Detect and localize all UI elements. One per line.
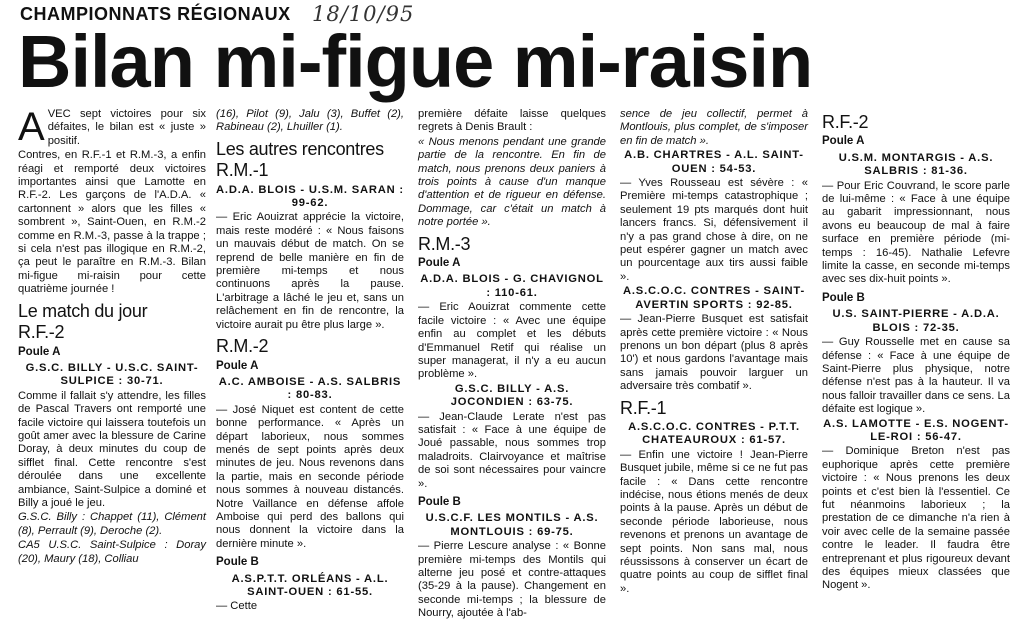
section-title: R.F.-2 (18, 322, 65, 343)
paragraph: — Guy Rousselle met en cause sa défense : « Face à une équipe de Saint-Pierre plus physique, notre défense n'est pas à la hauteur. Il va nous falloir travailler dans ce sens. La défaite est logique ». (822, 336, 1010, 416)
paragraph: Contres, en R.F.-1 et R.M.-3, a enfin réagi et remporté deux victoires importantes ainsi que Lamotte en R.F.-2. Les garçons de l'A.D.A. « cartonnent » alors que les filles « sombrent », Saint-Ouen, en R.M.-2 comme en R.M.-3, passe à la trappe ; si cela n'est pas illogique en R.M.-2, ça peut le paraître en R.M.-3. Bilan mi-figue mi-raisin pour cette quatrième journée ! (18, 149, 206, 296)
paragraph: — Pierre Lescure analyse : « Bonne première mi-temps des Montils qui alterne jeu posé et contre-attaques (35-29 à la pause). Changement en seconde mi-temps ; la blessure de Nourry, ajoutée à l'ab- (418, 540, 606, 620)
paragraph: — Pour Eric Couvrand, le score parle de lui-même : « Face à une équipe au gabarit impressionnant, nous avons eu beaucoup de mal à faire surface en première période (mi-temps : 16-45). Nathalie Lefevre limite la casse, en seconde mi-temps avec ses dix-huit points ». (822, 179, 1010, 286)
column-2 (216, 108, 404, 613)
match-heading: A.D.A. BLOIS - G. CHAVIGNOL : 110-61. (420, 273, 604, 299)
paragraph: — Yves Rousseau est sévère : « Première mi-temps catastrophique ; seulement 19 pts marqués dont huit lancers francs. Si, défensivement il n'y a pas grand chose à dire, on ne peut espérer gagner un match avec un pourcentage aux tirs aussi faible ». (620, 177, 808, 283)
match-heading: A.S.C.O.C. CONTRES - P.T.T. CHATEAUROUX : 61-57. (628, 420, 800, 447)
paragraph: première défaite laisse quelques regrets à Denis Brault : (418, 108, 606, 134)
paragraph: — Jean-Claude Lerate n'est pas satisfait : « Face à une équipe de Joué passable, nous sommes trop maladroits. Clairvoyance et maîtrise de soi sont nécessaires pour vaincre ». (418, 410, 606, 490)
match-heading: A.S. LAMOTTE - E.S. NOGENT-LE-ROI : 56-47. (823, 417, 1009, 443)
poule-label: Poule A (822, 135, 865, 148)
section-title: R.M.-3 (418, 233, 471, 254)
headline: Bilan mi-figue mi-raisin (18, 20, 813, 103)
section-title: R.M.-2 (216, 336, 269, 357)
paragraph: — José Niquet est content de cette bonne performance. « Après un départ laborieux, nous sommes menés de sept points après deux minutes de jeu. Nous revenons dans la partie, mais en seconde période nous sommes à nouveau distancés. Notre Vaillance en défense affole Amboise qui perd des ballons qui nous donnent la victoire dans la dernière minute ». (216, 403, 404, 550)
paragraph: — Eric Aouizrat commente cette facile victoire : « Avec une équipe enfin au complet et les débuts d'Emmanuel Retif qui réalise un super managerat, il n'y a eu aucun problème ». (418, 301, 606, 381)
match-heading: G.S.C. BILLY - U.S.C. SAINT-SULPICE : 30-71. (25, 361, 199, 388)
paragraph: G.S.C. Billy : Chappet (11), Clément (8), Perrault (9), Deroche (2). (18, 511, 206, 537)
match-heading: G.S.C. BILLY - A.S. JOCONDIEN : 63-75. (450, 382, 574, 409)
paragraph: (16), Pilot (9), Jalu (3), Buffet (2), Rabineau (2), Lhuiller (1). (216, 108, 404, 134)
paragraph: — Eric Aouizrat apprécie la victoire, mais reste modéré : « Nous faisons un mauvais début de match. On se reprend de belle manière en fin de première mi-temps et nous continuons après la pause. L'arbitrage a lâché le jeu et, sans un relâchement en fin de rencontre, la victoire aurait pu être plus large ». (216, 211, 404, 331)
match-heading: A.S.P.T.T. ORLÉANS - A.L. SAINT-OUEN : 61-55. (231, 572, 389, 598)
match-heading: A.S.C.O.C. CONTRES - SAINT-AVERTIN SPORTS : 92-85. (623, 285, 805, 311)
column-5 (822, 108, 1010, 608)
poule-label: Poule B (418, 495, 461, 508)
section-title: Les autres rencontres (216, 138, 384, 159)
poule-label: Poule A (216, 359, 259, 372)
match-heading: A.D.A. BLOIS - U.S.M. SARAN : 99-62. (216, 183, 404, 210)
paragraph: — Dominique Breton n'est pas euphorique après cette première victoire : « Nous prenons les deux points et c'est bien là l'essentiel. Ce fut néanmoins laborieux ; la prestation de ce dimanche n'a rien à voir avec celle de la semaine passée contre le leader. Il faudra être entreprenant et plus rigoureux devant des équipes mieux classées que Nogent ». (822, 445, 1010, 592)
kicker: CHAMPIONNATS RÉGIONAUX (20, 4, 291, 24)
paragraph: CA5 U.S.C. Saint-Sulpice : Doray (20), Maury (18), Colliau (18, 539, 206, 565)
poule-label: Poule A (18, 345, 61, 358)
match-heading: A.C. AMBOISE - A.S. SALBRIS : 80-83. (218, 375, 402, 402)
intro-paragraph: AVEC sept victoires pour six défaites, le bilan est « juste » positif. (18, 105, 206, 149)
match-heading: U.S.C.F. LES MONTILS - A.S. MONTLOUIS : 69-75. (425, 512, 599, 538)
section-title: R.M.-1 (216, 160, 269, 181)
section-title: Le match du jour (18, 300, 148, 321)
paragraph: « Nous menons pendant une grande partie de la rencontre. En fin de match, nous prenons deux paniers à trois points à cause d'un manque d'attention et de rigueur en défense. Dommage, car c'était un match à notre portée ». (418, 135, 606, 229)
paragraph: Comme il fallait s'y attendre, les filles de Pascal Travers ont remporté une facile victoire qui laissera toutefois un goût amer avec la blessure de Carine Doray, à deux minutes du coup de sifflet final. Cette rencontre s'est déroulée dans une excellente ambiance, Saint-Sulpice a dominé et Billy a joué le jeu. (18, 389, 206, 509)
column-4 (620, 108, 808, 608)
handwritten-date: 18/10/95 (312, 2, 415, 26)
section-title: R.F.-2 (822, 112, 869, 132)
paragraph: — Cette (216, 600, 258, 613)
paragraph: — Enfin une victoire ! Jean-Pierre Busquet jubile, même si ce ne fut pas facile : « Dans cette rencontre indécise, nous étions menés de deux points à la pause. Après un début de seconde période laborieuse, nous revenons et prenons un avantage de sept points. Non sans mal, nous réussissons à conserver un écart de quatre points au coup de sifflet final ». (620, 448, 808, 595)
poule-label: Poule B (216, 556, 259, 569)
poule-label: Poule B (822, 291, 865, 304)
column-1 (18, 105, 206, 608)
column-3 (418, 108, 606, 620)
match-heading: U.S.M. MONTARGIS - A.S. SALBRIS : 81-36. (838, 151, 994, 178)
section-title: R.F.-1 (620, 397, 667, 418)
paragraph: sence de jeu collectif, permet à Montlouis, plus complet, de s'imposer en fin de match ». (620, 108, 808, 147)
match-heading: U.S. SAINT-PIERRE - A.D.A. BLOIS : 72-35. (832, 308, 1000, 334)
paragraph: — Jean-Pierre Busquet est satisfait après cette première victoire : « Nous prenons un bon départ (plus 8 après 10') et nous gardons l'avantage mais sans jamais pouvoir larguer un adversaire très combatif ». (620, 313, 808, 393)
match-heading: A.B. CHARTRES - A.L. SAINT-OUEN : 54-53. (624, 149, 804, 175)
poule-label: Poule A (418, 257, 461, 270)
